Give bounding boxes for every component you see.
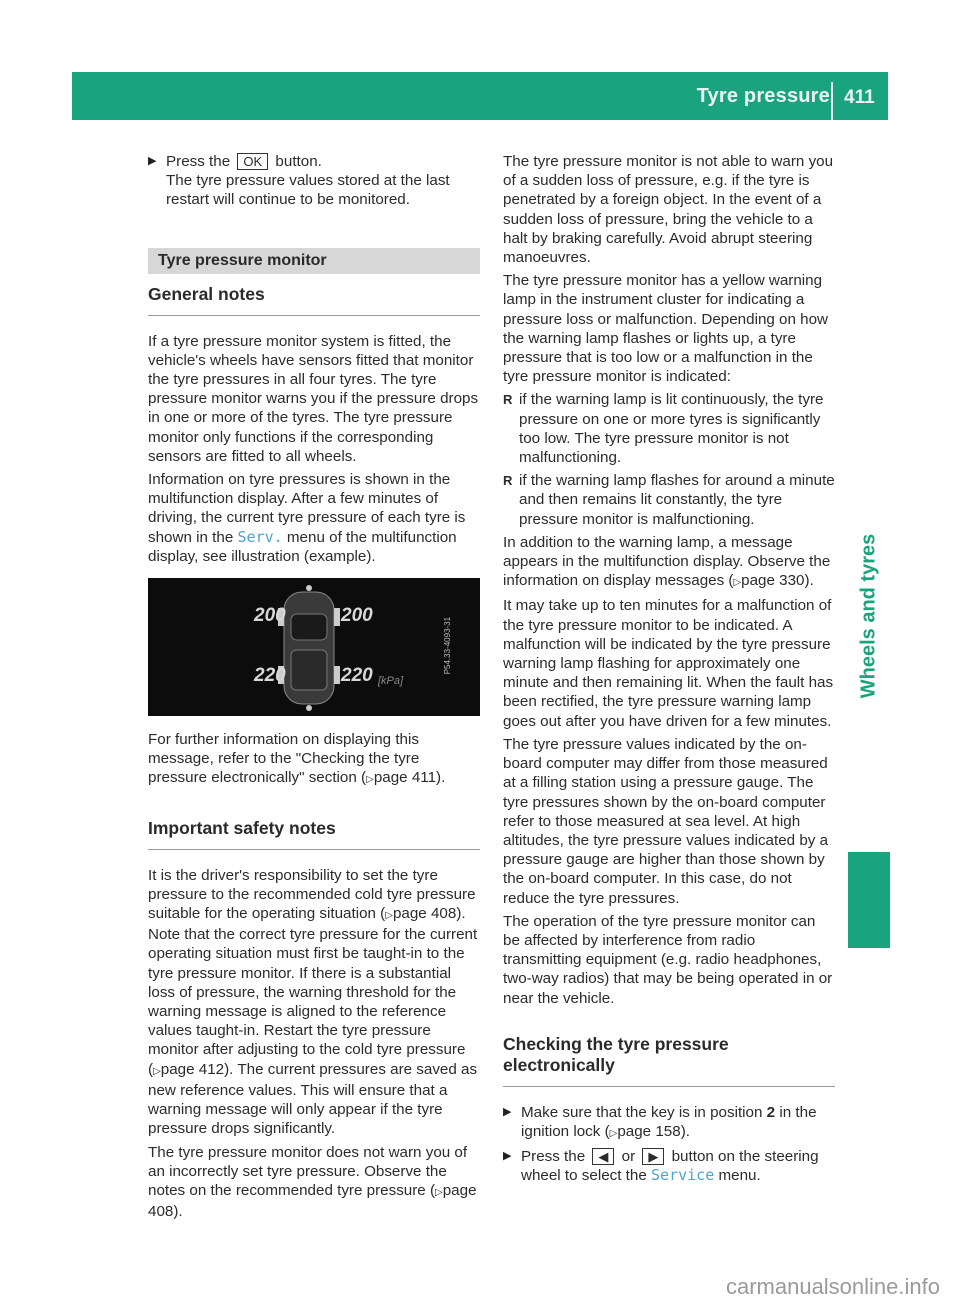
page-ref-icon: ▷ xyxy=(385,910,393,922)
chapter-side-tab xyxy=(848,533,890,699)
paragraph: It is the driver's responsibility to set the tyre pressure to the recommended cold tyre pressure suitable for the operating situation (▷page 408). Note that the correct tyre pressure for the current operating situation must first be taught-in to the tyre pressure monitor. If there is a substantial loss of pressure, the warning threshold for the warning message is aligned to the reference values taught-in. Restart the tyre pressure monitor after adjusting to the cold tyre pressure (▷page 412). The current pressures are saved as new reference values. This will ensure that a warning message will only appear if the tyre pressure drops significantly. xyxy=(148,866,478,1138)
paragraph: The tyre pressure monitor has a yellow warning lamp in the instrument cluster for indicating a pressure loss or malfunction. Depending on how the warning lamp flashes or lights up, a tyre pressure that is too low or a malfunction in the tyre pressure monitor is indicated: xyxy=(503,272,829,386)
running-header-title: Tyre pressure xyxy=(696,85,830,107)
page-ref-icon: ▷ xyxy=(153,1065,161,1077)
list-item: R if the warning lamp flashes for around a minute and then remains lit constantly, the tyre pressure monitor is malfunctioning. xyxy=(503,471,835,529)
paragraph: Information on tyre pressures is shown in the multifunction display. After a few minutes of driving, the current tyre pressure of each tyre is shown in the Serv. menu of the multifunction display, see illustration (example). xyxy=(148,471,466,565)
page-ref-icon: ▷ xyxy=(609,1127,618,1139)
paragraph: The operation of the tyre pressure monitor can be affected by interference from radio transmitting equipment (e.g. radio headphones, two-way radios) that may be being operated in or near the vehicle. xyxy=(503,912,833,1007)
page-reference-link[interactable]: page 411 xyxy=(373,769,437,787)
instruction-step: ▶ Press the OK button. The tyre pressure values stored at the last restart will continue to be monitored. xyxy=(148,152,480,210)
rear-right-pressure: 220 xyxy=(341,665,373,687)
paragraph: In addition to the warning lamp, a message appears in the multifunction display. Observe the information on display messages (▷page 330). xyxy=(503,533,831,590)
tyre-pressure-display-illustration xyxy=(148,578,480,716)
heading-checking-electronically: Checking the tyre pressure electronically xyxy=(503,1024,835,1087)
list-item: R if the warning lamp is lit continuously, the tyre pressure on one or more tyres is significantly too low. The tyre pressure monitor is not malfunctioning. xyxy=(503,390,835,467)
page-reference-link[interactable]: page 408 xyxy=(392,905,457,923)
section-title: Tyre pressure monitor xyxy=(148,248,480,274)
page-reference-link[interactable]: page 412 xyxy=(160,1060,225,1078)
pressure-unit: [kPa] xyxy=(378,675,404,688)
figure-code: P54.33-4093-31 xyxy=(442,616,452,675)
right-arrow-key-icon: ▶ xyxy=(642,1148,664,1165)
car-top-view-icon xyxy=(148,578,480,716)
page-ref-icon: ▷ xyxy=(733,577,742,589)
page-reference-link[interactable]: page 158 xyxy=(617,1122,681,1140)
paragraph: It may take up to ten minutes for a malfunction of the tyre pressure monitor to be indicated. A malfunction will be indicated by the tyre pressure warning lamp flashing for approximately one minute and then remaining lit. When the fault has been rectified, the tyre pressure warning lamp goes out after you have driven for a few minutes. xyxy=(503,597,834,730)
chapter-thumb-block xyxy=(848,852,890,948)
header-divider xyxy=(831,82,833,120)
instruction-step: ▶ Press the ◀ or ▶ button on the steering wheel to select the Service menu. xyxy=(503,1147,835,1185)
page-ref-icon: ▷ xyxy=(366,774,374,786)
paragraph: The tyre pressure monitor is not able to warn you of a sudden loss of pressure, e.g. if the tyre is penetrated by a foreign object. In the event of a sudden loss of pressure, bring the vehicle to a halt by braking carefully. Avoid abrupt steering manoeuvres. xyxy=(503,153,834,267)
left-arrow-key-icon: ◀ xyxy=(592,1148,614,1165)
watermark: carmanualsonline.info xyxy=(725,1273,940,1299)
page-ref-icon: ▷ xyxy=(435,1186,443,1198)
paragraph: The tyre pressure values indicated by the on-board computer may differ from those measured at a filling station using a pressure gauge. The tyre pressures shown by the on-board computer refer to those measured at sea level. At high altitudes, the tyre pressure values indicated by a pressure gauge are higher than those shown by the on-board computer. In this case, do not reduce the tyre pressures. xyxy=(503,735,829,907)
right-column xyxy=(503,152,835,1190)
heading-safety-notes: Important safety notes xyxy=(148,808,480,850)
page-reference-link[interactable]: page 330 xyxy=(741,572,805,590)
heading-general-notes: General notes xyxy=(148,274,480,316)
rear-left-pressure: 220 xyxy=(254,665,286,687)
instruction-step: ▶ Make sure that the key is in position 2 in the ignition lock (▷page 158). xyxy=(503,1103,835,1143)
front-left-pressure: 200 xyxy=(254,605,286,627)
ok-key-icon: OK xyxy=(237,153,268,170)
front-right-pressure: 200 xyxy=(341,605,373,627)
paragraph: For further information on displaying this message, refer to the "Checking the tyre pressure electronically" section (▷page 411). xyxy=(148,731,446,787)
service-menu-link[interactable]: Service xyxy=(651,1166,715,1185)
paragraph: If a tyre pressure monitor system is fitted, the vehicle's wheels have sensors fitted that monitor the tyre pressures in all four tyres. The tyre pressure monitor warns you if the pressure drops in one or more of the tyres. The tyre pressure monitor only functions if the corresponding sensors are fitted to all wheels. xyxy=(148,332,479,465)
paragraph: The tyre pressure monitor does not warn you of an incorrectly set tyre pressure. Observe the notes on the recommended tyre pressure (▷page 408). xyxy=(148,1143,477,1221)
left-column xyxy=(148,152,480,1225)
page-number: 411 xyxy=(844,87,875,108)
serv-menu-link[interactable]: Serv. xyxy=(237,527,283,546)
chapter-tab-label: Wheels and tyres xyxy=(857,533,880,699)
page-reference-link[interactable]: page 408 xyxy=(148,1181,477,1221)
